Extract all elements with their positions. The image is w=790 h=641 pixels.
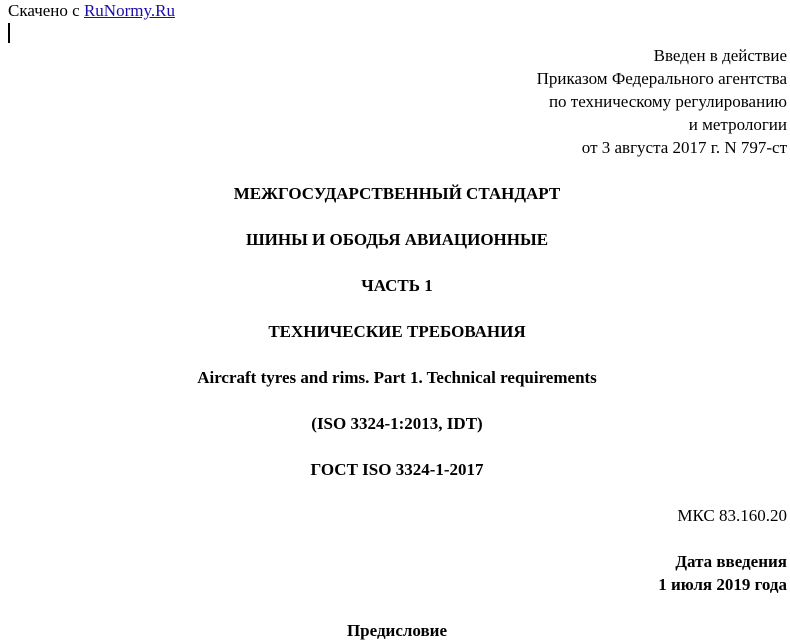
standard-name-heading: ШИНЫ И ОБОДЬЯ АВИАЦИОННЫЕ [245, 230, 549, 249]
enactment-line-4: и метрологии [688, 115, 787, 134]
downloaded-prefix: Скачено с [8, 1, 80, 20]
effective-date-label: Дата введения [675, 552, 787, 571]
subtitle-heading: ТЕХНИЧЕСКИЕ ТРЕБОВАНИЯ [268, 322, 526, 341]
part-heading: ЧАСТЬ 1 [361, 276, 433, 295]
foreword-heading: Предисловие [346, 621, 448, 640]
source-link[interactable]: RuNormy.Ru [83, 1, 175, 20]
standard-type-heading: МЕЖГОСУДАРСТВЕННЫЙ СТАНДАРТ [233, 184, 561, 203]
text-cursor [8, 23, 10, 43]
iso-reference: (ISO 3324-1:2013, IDT) [311, 414, 483, 433]
gost-number: ГОСТ ISO 3324-1-2017 [310, 460, 484, 479]
enactment-line-2: Приказом Федерального агентства [536, 69, 787, 88]
source-note [8, 0, 175, 21]
mks-code: МКС 83.160.20 [677, 506, 787, 525]
effective-date-value: 1 июля 2019 года [658, 575, 787, 594]
english-title: Aircraft tyres and rims. Part 1. Technical requirements [197, 368, 597, 387]
enactment-line-5: от 3 августа 2017 г. N 797-ст [581, 138, 787, 157]
enactment-line-3: по техническому регулированию [548, 92, 787, 111]
enactment-line-1: Введен в действие [653, 46, 787, 65]
